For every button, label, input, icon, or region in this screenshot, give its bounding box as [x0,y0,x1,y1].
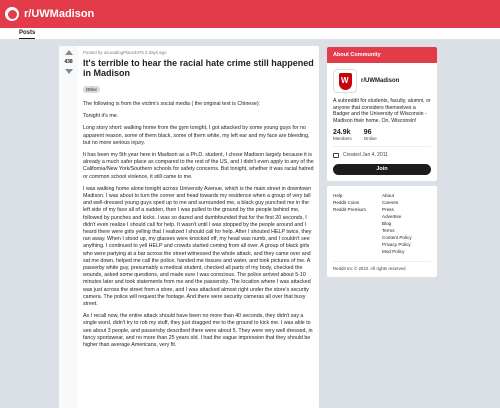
footer-link-mod-policy[interactable]: Mod Policy [382,249,405,255]
footer-link-blog[interactable]: Blog [382,221,392,227]
subreddit-header [0,0,500,28]
divider [333,146,431,147]
post-score: 438 [64,59,73,65]
online-label: Online [363,136,377,142]
footer-link-premium[interactable]: Reddit Premium [333,207,366,213]
join-button[interactable]: Join [333,164,431,175]
footer-link-about[interactable]: About [382,193,395,199]
post-paragraph: The following is from the victim's social media ( the original text is Chinese): [83,101,261,107]
created-date [333,152,431,158]
tab-posts[interactable]: Posts [19,28,35,39]
community-logo-icon [333,69,357,93]
post-card [59,46,319,408]
post-paragraph: Tonight it's me. [83,113,119,120]
footer-link-careers[interactable]: Careers [382,200,399,206]
online-count: 96 [363,129,372,137]
footer-links [327,186,437,277]
tab-bar [0,28,500,39]
subreddit-title[interactable]: r/UWMadison [24,8,95,20]
upvote-icon[interactable] [65,50,73,55]
post-title[interactable]: It's terrible to hear the racial hate crime still happened in Madison [83,58,314,78]
downvote-icon[interactable] [65,69,73,74]
members-count: 24.9k [333,129,351,137]
sidebar [327,47,437,277]
footer-link-coins[interactable]: Reddit Coins [333,200,360,206]
post-paragraph: It has been my 5th year here in Madison as a Ph.D. student, I chose Madison largely because it is already a much safer place as compared to the rest of the US, and I didn't even apply to any of the California/New York/Southern schools for safety concerns. But tonight, whether it was racial hatred or common school violence, it still came to me. [83,152,314,180]
footer-link-content-policy[interactable]: Content Policy [382,235,412,241]
post-content [83,50,315,349]
post-meta: Posted by u/LeadingPlace3476 3 days ago [83,50,167,55]
vote-column [59,46,78,408]
created-text: Created Jan 4, 2011 [343,152,388,159]
post-paragraph: I was walking home alone tonight across University Avenue, which is the main street in downtown Madison. I was about to turn the corner and head towards my residence when a group of very tall and well-dressed young guys sped up to me and surrounded me, a black guy punched me in the left side of my face all of a sudden, then I was pulled to the ground by the people behind me, followed by punches and kicks. I was so dazed and dumbfounded that for the first 20 seconds, I didn't even realize I should call for help. It wasn't until I was stopped by the people around and I heard there were girls yelling that I realized I should call for help. After I shouted HELP twice, they ran away. When I stood up, my glasses were knocked off, my head was numb, and I couldn't see anything. I continued to yell HELP and crowds started coming from all over. A group of black girls who were partying at a bar across the street witnessed the whole attack, and they came over and sat me down, helped me call the police, handed me tissues and water, and took pictures of me. A passerby white guy, presumably a medical student, checked all parts of my body, checked the wounds, asked some questions, and made sure I was conscious. The police arrived about 5-10 minutes later and took statements from me and the passersby. The location where I was attacked was just across the street from a store, and I was attacked almost right under the store's security camera. The police will request the footage. And there were security cameras all over that busy street. [83,185,312,308]
community-name[interactable]: r/UWMadison [361,78,400,84]
members-stat [333,129,352,141]
footer-link-advertise[interactable]: Advertise [382,214,402,220]
members-label: Members [333,136,352,142]
post-body [83,101,315,349]
post-paragraph: Long story short: walking home from the gym tonight, I got attacked by some young guys for no apparent reason, some of them black, some of them white, my left ear and my face are bleeding, but no more serious injury. [83,125,310,146]
subreddit-icon [5,7,19,21]
copyright: Reddit Inc © 2022. All rights reserved [333,261,431,271]
footer-link-help[interactable]: Help [333,193,343,199]
footer-link-terms[interactable]: Terms [382,228,395,234]
about-community-card [327,47,437,181]
footer-link-privacy-policy[interactable]: Privacy Policy [382,242,411,248]
post-flair[interactable]: Other [83,86,100,93]
footer-link-press[interactable]: Press [382,207,394,213]
cake-icon [333,153,339,158]
community-description: A subreddit for students, faculty, alumni, or anyone that considers themselves a Badger and the University of Wisconsin - Madison their home. On, Wisconsin! [333,98,431,124]
online-stat [364,129,377,141]
about-heading: About Community [327,47,437,63]
post-paragraph: As I recall now, the entire attack should have been no more than 40 seconds, they didn't say a single word, didn't try to rob my stuff, they just dragged me to the ground to kick me. I was able to see about 3 people, and passersby described there were about 5. They were very well dressed, in fancy sportswear, and no more than 25 years old. I had the vague impression that they should be higher than average Americans, very fit. [83,313,313,349]
